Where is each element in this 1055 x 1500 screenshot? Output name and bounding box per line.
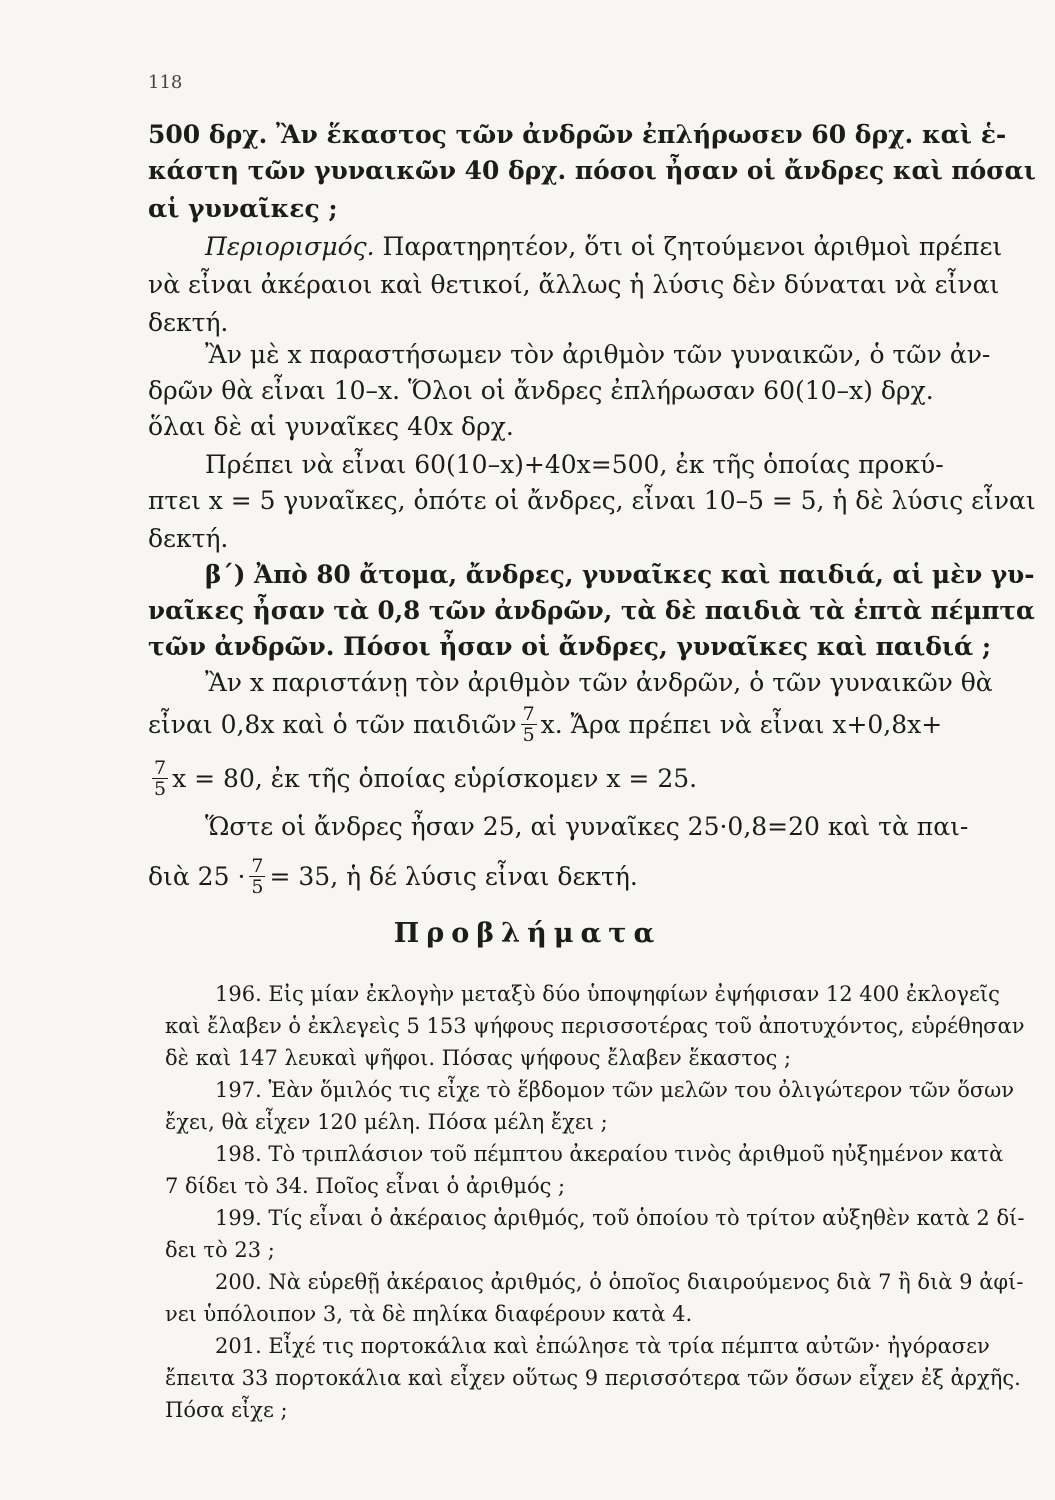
text-line: δεκτή. <box>148 524 229 553</box>
text-line: νὰ εἶναι ἀκέραιοι καὶ θετικοί, ἄλλως ἡ λύσις δὲν δύναται νὰ εἶναι <box>148 270 1000 299</box>
text-line: πτει x = 5 γυναῖκες, ὁπότε οἱ ἄνδρες, εἶναι 10–5 = 5, ἡ δὲ λύσις εἶναι <box>148 486 1036 515</box>
text-line: διὰ 25 · $\frac{7}{5}$ = 35, ἡ δέ λύσις εἶναι δεκτή. <box>148 855 638 898</box>
problem-line: 199. Τίς εἶναι ὁ ἀκέραιος ἀριθμός, τοῦ ὁποίου τὸ τρίτον αὐξηθὲν κατὰ 2 δί- <box>215 1206 1025 1230</box>
problem-line: 196. Εἰς μίαν ἐκλογὴν μεταξὺ δύο ὑποψηφίων ἐψήφισαν 12 400 ἐκλογεῖς <box>215 982 1000 1006</box>
fraction: $\frac{7}{5}$ <box>154 757 167 800</box>
section-heading: Προβλήματα <box>393 918 662 949</box>
text-line: ναῖκες ἦσαν τὰ 0,8 τῶν ἀνδρῶν, τὰ δὲ παιδιὰ τὰ ἑπτὰ πέμπτα <box>148 596 1035 625</box>
page-number: 118 <box>148 72 183 93</box>
text-line: 500 δρχ. Ἂν ἕκαστος τῶν ἀνδρῶν ἐπλήρωσεν 60 δρχ. καὶ ἑ- <box>148 120 1007 149</box>
text-line: εἶναι 0,8x καὶ ὁ τῶν παιδιῶν $\frac{7}{5}$ x. Ἄρα πρέπει νὰ εἶναι x+0,8x+ <box>148 703 943 746</box>
fraction: $\frac{7}{5}$ <box>522 703 535 746</box>
problem-line: δει τὸ 23 ; <box>165 1238 275 1262</box>
problem-line: νει ὑπόλοιπον 3, τὰ δὲ πηλίκα διαφέρουν κατὰ 4. <box>165 1302 693 1326</box>
problem-line: ἔχει, θὰ εἶχεν 120 μέλη. Πόσα μέλη ἔχει ; <box>165 1110 608 1134</box>
fraction: $\frac{7}{5}$ <box>251 855 264 898</box>
text-line: κάστη τῶν γυναικῶν 40 δρχ. πόσοι ἦσαν οἱ ἄνδρες καὶ πόσαι <box>148 156 1036 185</box>
problem-line: 201. Εἶχέ τις πορτοκάλια καὶ ἐπώλησε τὰ τρία πέμπτα αὐτῶν· ἠγόρασεν <box>215 1334 990 1358</box>
text-line: Πρέπει νὰ εἶναι 60(10–x)+40x=500, ἐκ τῆς ὁποίας προκύ- <box>205 450 944 479</box>
text-line: β΄) Ἀπὸ 80 ἄτομα, ἄνδρες, γυναῖκες καὶ παιδιά, αἱ μὲν γυ- <box>205 560 1035 589</box>
problem-line: ἔπειτα 33 πορτοκάλια καὶ εἶχεν οὕτως 9 περισσότερα τῶν ὅσων εἶχεν ἐξ ἀρχῆς. <box>165 1366 1021 1390</box>
text-line: Ἂν x παριστάνῃ τὸν ἀριθμὸν τῶν ἀνδρῶν, ὁ τῶν γυναικῶν θὰ <box>205 668 993 697</box>
text-line: τῶν ἀνδρῶν. Πόσοι ἦσαν οἱ ἄνδρες, γυναῖκες καὶ παιδιά ; <box>148 632 992 661</box>
problem-line: 200. Νὰ εὑρεθῇ ἀκέραιος ἀριθμός, ὁ ὁποῖος διαιρούμενος διὰ 7 ἢ διὰ 9 ἀφί- <box>215 1270 1024 1294</box>
problem-line: 198. Τὸ τριπλάσιον τοῦ πέμπτου ἀκεραίου τινὸς ἀριθμοῦ ηὐξημένον κατὰ <box>215 1142 1004 1166</box>
text-line: δρῶν θὰ εἶναι 10–x. Ὅλοι οἱ ἄνδρες ἐπλήρωσαν 60(10–x) δρχ. <box>148 376 934 405</box>
text-line: Ἂν μὲ x παραστήσωμεν τὸν ἀριθμὸν τῶν γυναικῶν, ὁ τῶν ἀν- <box>205 340 991 369</box>
text-line: ὅλαι δὲ αἱ γυναῖκες 40x δρχ. <box>148 412 514 441</box>
text-line: αἱ γυναῖκες ; <box>148 194 338 223</box>
problem-line: Πόσα εἶχε ; <box>165 1398 288 1422</box>
problem-line: δὲ καὶ 147 λευκαὶ ψῆφοι. Πόσας ψήφους ἔλαβεν ἕκαστος ; <box>165 1046 792 1070</box>
section-label: Περιορισμός. <box>205 232 375 261</box>
text-line: $\frac{7}{5}$ x = 80, ἐκ τῆς ὁποίας εὑρίσκομεν x = 25. <box>154 757 698 800</box>
problem-line: 7 δίδει τὸ 34. Ποῖος εἶναι ὁ ἀριθμός ; <box>165 1174 566 1198</box>
problem-line: καὶ ἔλαβεν ὁ ἐκλεγεὶς 5 153 ψήφους περισσοτέρας τοῦ ἀποτυχόντος, εὑρέθησαν <box>165 1014 1025 1038</box>
text-line: δεκτή. <box>148 308 229 337</box>
problem-line: 197. Ἐὰν ὅμιλός τις εἶχε τὸ ἕβδομον τῶν μελῶν του ὀλιγώτερον τῶν ὅσων <box>215 1078 1015 1102</box>
text-line: Ὥστε οἱ ἄνδρες ἦσαν 25, αἱ γυναῖκες 25·0,8=20 καὶ τὰ παι- <box>205 812 969 841</box>
text-line: Περιορισμός. Παρατηρητέον, ὅτι οἱ ζητούμενοι ἀριθμοὶ πρέπει <box>205 232 1003 261</box>
